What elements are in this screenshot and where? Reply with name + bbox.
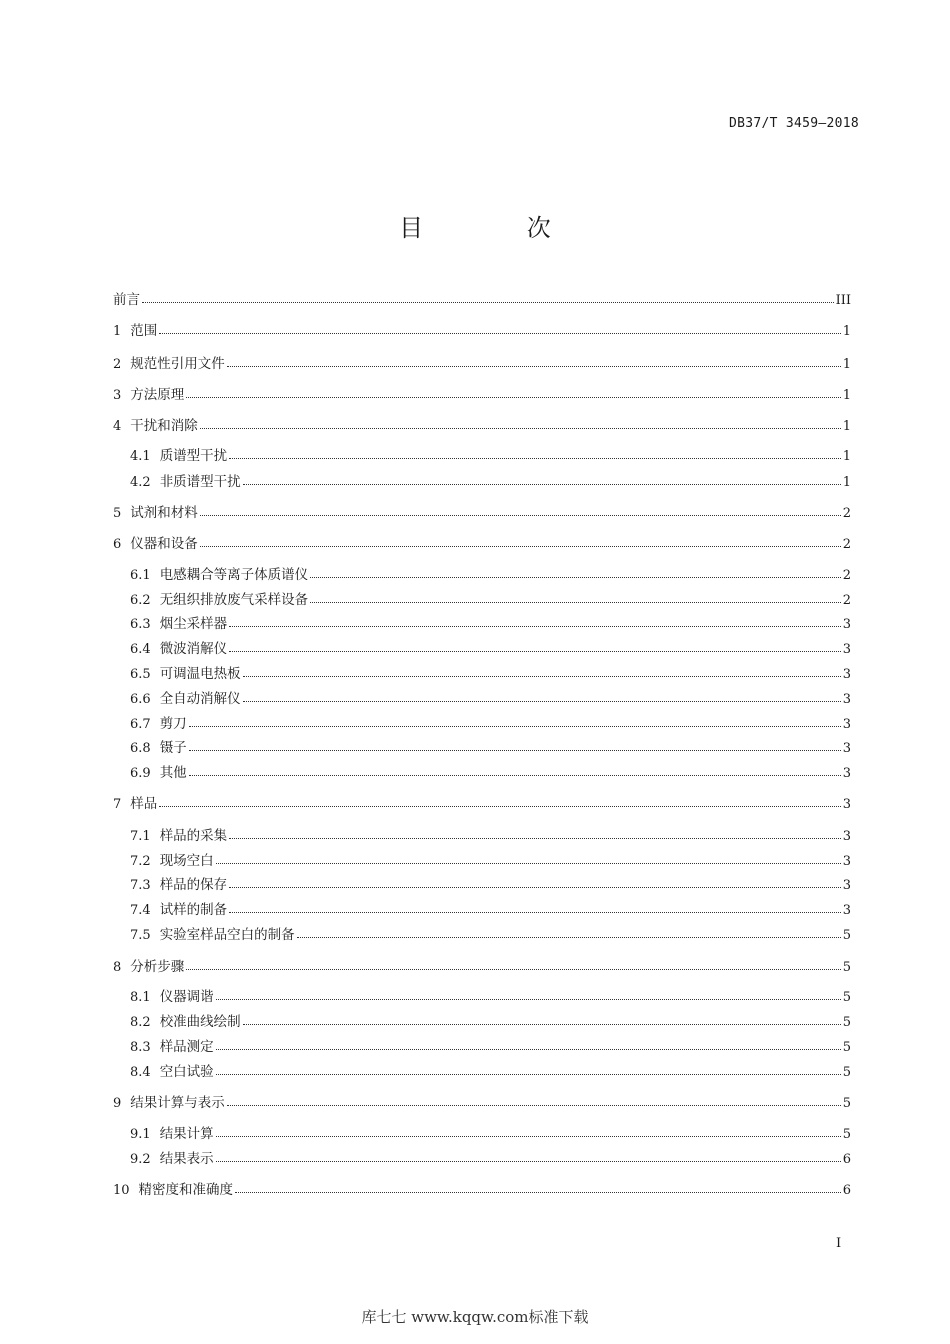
toc-entry[interactable] bbox=[130, 710, 851, 732]
toc-entry[interactable] bbox=[113, 381, 851, 403]
toc-dot-leader bbox=[227, 1105, 841, 1106]
toc-dot-leader bbox=[216, 999, 841, 1000]
toc-entry-number: 10 bbox=[113, 1183, 130, 1198]
toc-entry-label: 前言 bbox=[113, 292, 140, 308]
toc-entry[interactable] bbox=[130, 1145, 851, 1167]
toc-entry-page: 2 bbox=[842, 593, 851, 608]
toc-title: 目 次 bbox=[399, 214, 599, 242]
toc-entry[interactable] bbox=[130, 685, 851, 707]
toc-entry[interactable] bbox=[130, 1058, 851, 1080]
toc-entry-label: 现场空白 bbox=[159, 853, 214, 869]
toc-entry[interactable] bbox=[130, 1008, 851, 1030]
toc-entry-page: 3 bbox=[842, 829, 851, 844]
toc-entry-label: 质谱型干扰 bbox=[159, 448, 228, 464]
toc-entry-label: 空白试验 bbox=[159, 1064, 214, 1080]
toc-entry[interactable] bbox=[130, 635, 851, 657]
toc-entry-page: 5 bbox=[842, 1127, 851, 1142]
toc-entry-number: 4.2 bbox=[130, 475, 151, 490]
toc-entry-label: 干扰和消除 bbox=[130, 418, 198, 434]
toc-entry-page: 3 bbox=[842, 692, 851, 707]
toc-entry-number: 4 bbox=[113, 419, 122, 434]
toc-entry-number: 8.4 bbox=[130, 1065, 151, 1080]
toc-entry-label: 试剂和材料 bbox=[130, 505, 198, 521]
toc-entry-number: 7.2 bbox=[130, 854, 151, 869]
toc-entry-page: 1 bbox=[842, 388, 851, 403]
toc-entry[interactable] bbox=[130, 468, 851, 490]
toc-dot-leader bbox=[200, 515, 841, 516]
toc-dot-leader bbox=[189, 775, 841, 776]
toc-entry-label: 规范性引用文件 bbox=[130, 356, 225, 372]
toc-entry-page: 6 bbox=[842, 1183, 851, 1198]
toc-entry[interactable] bbox=[130, 847, 851, 869]
toc-entry-label: 试样的制备 bbox=[159, 902, 228, 918]
toc-entry[interactable] bbox=[113, 499, 851, 521]
toc-entry-number: 7.5 bbox=[130, 928, 151, 943]
toc-entry[interactable] bbox=[130, 660, 851, 682]
toc-dot-leader bbox=[310, 602, 841, 603]
toc-dot-leader bbox=[229, 912, 841, 913]
toc-entry-number: 6.2 bbox=[130, 593, 151, 608]
toc-dot-leader bbox=[216, 1161, 841, 1162]
toc-entry-number: 6.6 bbox=[130, 692, 151, 707]
toc-entry-page: 3 bbox=[842, 667, 851, 682]
toc-entry-label: 仪器调谐 bbox=[159, 989, 214, 1005]
toc-entry-label: 样品测定 bbox=[159, 1039, 214, 1055]
toc-entry-number: 7.3 bbox=[130, 878, 151, 893]
document-code: DB37/T 3459—2018 bbox=[728, 116, 859, 131]
toc-entry-number: 6.3 bbox=[130, 617, 151, 632]
toc-dot-leader bbox=[243, 701, 841, 702]
toc-entry-label: 全自动消解仪 bbox=[159, 691, 241, 707]
toc-dot-leader bbox=[243, 484, 841, 485]
toc-dot-leader bbox=[297, 937, 841, 938]
toc-entry-page: 1 bbox=[842, 475, 851, 490]
toc-entry-page: 3 bbox=[842, 854, 851, 869]
toc-entry-number: 9.2 bbox=[130, 1152, 151, 1167]
toc-dot-leader bbox=[310, 577, 841, 578]
toc-entry-page: 1 bbox=[842, 324, 851, 339]
toc-entry-label: 电感耦合等离子体质谱仪 bbox=[159, 567, 309, 583]
toc-entry-page: 3 bbox=[842, 717, 851, 732]
toc-entry-page: 3 bbox=[842, 797, 851, 812]
toc-entry-number: 6.5 bbox=[130, 667, 151, 682]
toc-dot-leader bbox=[216, 1074, 841, 1075]
toc-entry-label: 方法原理 bbox=[130, 387, 185, 403]
toc-entry-page: 1 bbox=[842, 357, 851, 372]
toc-entry[interactable] bbox=[130, 442, 851, 464]
toc-entry-label: 样品的保存 bbox=[159, 877, 228, 893]
toc-dot-leader bbox=[159, 333, 840, 334]
toc-entry[interactable] bbox=[130, 561, 851, 583]
toc-entry-page: 5 bbox=[842, 928, 851, 943]
page-number: I bbox=[836, 1236, 842, 1251]
toc-dot-leader bbox=[229, 458, 841, 459]
toc-entry[interactable] bbox=[130, 822, 851, 844]
toc-entry-label: 范围 bbox=[130, 323, 158, 339]
toc-entry[interactable] bbox=[113, 1089, 851, 1111]
toc-entry-label: 其他 bbox=[159, 765, 187, 781]
toc-entry[interactable] bbox=[130, 896, 851, 918]
toc-dot-leader bbox=[235, 1192, 841, 1193]
toc-dot-leader bbox=[142, 302, 834, 303]
toc-entry[interactable] bbox=[130, 1120, 851, 1142]
toc-entry-label: 仪器和设备 bbox=[130, 536, 198, 552]
toc-entry-label: 非质谱型干扰 bbox=[159, 474, 241, 490]
toc-entry[interactable] bbox=[130, 759, 851, 781]
toc-dot-leader bbox=[216, 1049, 841, 1050]
toc-dot-leader bbox=[189, 750, 841, 751]
toc-entry[interactable] bbox=[113, 1176, 851, 1198]
toc-entry-label: 实验室样品空白的制备 bbox=[159, 927, 295, 943]
toc-entry-number: 6.7 bbox=[130, 717, 151, 732]
toc-entry-label: 结果计算 bbox=[159, 1126, 214, 1142]
toc-entry-number: 8 bbox=[113, 960, 122, 975]
toc-entry[interactable] bbox=[113, 286, 851, 308]
toc-dot-leader bbox=[200, 546, 841, 547]
toc-entry[interactable] bbox=[130, 921, 851, 943]
toc-entry[interactable] bbox=[130, 983, 851, 1005]
toc-entry[interactable] bbox=[130, 610, 851, 632]
toc-entry-page: 6 bbox=[842, 1152, 851, 1167]
toc-dot-leader bbox=[159, 806, 840, 807]
footer-watermark-text: 库七七 www.kqqw.com标准下载 bbox=[361, 1308, 589, 1326]
toc-dot-leader bbox=[189, 726, 841, 727]
toc-entry-number: 9.1 bbox=[130, 1127, 151, 1142]
toc-dot-leader bbox=[229, 887, 841, 888]
toc-entry-number: 2 bbox=[113, 357, 122, 372]
toc-entry-page: 3 bbox=[842, 617, 851, 632]
toc-dot-leader bbox=[186, 397, 840, 398]
toc-entry-page: 3 bbox=[842, 878, 851, 893]
toc-entry-label: 精密度和准确度 bbox=[138, 1182, 234, 1198]
toc-entry-number: 3 bbox=[113, 388, 122, 403]
toc-dot-leader bbox=[216, 863, 841, 864]
toc-entry-page: 2 bbox=[842, 506, 851, 521]
toc-entry-number: 5 bbox=[113, 506, 122, 521]
toc-entry-number: 6.9 bbox=[130, 766, 151, 781]
toc-entry-number: 1 bbox=[113, 324, 122, 339]
toc-entry-page: 5 bbox=[842, 1040, 851, 1055]
toc-entry-label: 镊子 bbox=[159, 740, 187, 756]
toc-entry-page: III bbox=[835, 293, 851, 308]
toc-dot-leader bbox=[229, 626, 841, 627]
toc-entry-number: 7.1 bbox=[130, 829, 151, 844]
toc-entry-number: 9 bbox=[113, 1096, 122, 1111]
toc-entry-page: 1 bbox=[842, 419, 851, 434]
toc-entry-page: 3 bbox=[842, 642, 851, 657]
toc-entry[interactable] bbox=[113, 317, 851, 339]
toc-entry-page: 5 bbox=[842, 990, 851, 1005]
toc-entry[interactable] bbox=[113, 412, 851, 434]
toc-entry-page: 1 bbox=[842, 449, 851, 464]
toc-dot-leader bbox=[216, 1136, 841, 1137]
toc-entry-page: 3 bbox=[842, 741, 851, 756]
toc-entry-page: 5 bbox=[842, 1065, 851, 1080]
toc-entry-number: 6.1 bbox=[130, 568, 151, 583]
toc-entry-page: 5 bbox=[842, 1015, 851, 1030]
toc-entry[interactable] bbox=[130, 586, 851, 608]
toc-entry-label: 校准曲线绘制 bbox=[159, 1014, 241, 1030]
toc-entry-label: 烟尘采样器 bbox=[159, 616, 228, 632]
toc-entry-page: 5 bbox=[842, 1096, 851, 1111]
toc-dot-leader bbox=[243, 676, 841, 677]
toc-entry-label: 样品 bbox=[130, 796, 158, 812]
toc-entry[interactable] bbox=[130, 871, 851, 893]
toc-dot-leader bbox=[229, 651, 841, 652]
toc-entry-label: 微波消解仪 bbox=[159, 641, 228, 657]
toc-entry-number: 6.4 bbox=[130, 642, 151, 657]
toc-entry-number: 8.2 bbox=[130, 1015, 151, 1030]
toc-entry-page: 2 bbox=[842, 537, 851, 552]
toc-entry-label: 结果计算与表示 bbox=[130, 1095, 225, 1111]
toc-entry-label: 结果表示 bbox=[159, 1151, 214, 1167]
toc-entry[interactable] bbox=[130, 1033, 851, 1055]
toc-entry-page: 5 bbox=[842, 960, 851, 975]
toc-entry[interactable] bbox=[113, 953, 851, 975]
toc-entry-label: 样品的采集 bbox=[159, 828, 228, 844]
toc-entry-number: 8.3 bbox=[130, 1040, 151, 1055]
toc-entry-label: 分析步骤 bbox=[130, 959, 185, 975]
toc-entry-number: 4.1 bbox=[130, 449, 151, 464]
toc-entry-number: 7 bbox=[113, 797, 122, 812]
toc-entry-number: 7.4 bbox=[130, 903, 151, 918]
toc-entry-number: 6 bbox=[113, 537, 122, 552]
toc-entry-number: 6.8 bbox=[130, 741, 151, 756]
toc-entry[interactable] bbox=[113, 350, 851, 372]
toc-entry-label: 可调温电热板 bbox=[159, 666, 241, 682]
toc-entry[interactable] bbox=[113, 530, 851, 552]
toc-entry-page: 2 bbox=[842, 568, 851, 583]
toc-entry-number: 8.1 bbox=[130, 990, 151, 1005]
toc-dot-leader bbox=[186, 969, 840, 970]
toc-entry-page: 3 bbox=[842, 766, 851, 781]
toc-entry-label: 无组织排放废气采样设备 bbox=[159, 592, 309, 608]
toc-dot-leader bbox=[229, 838, 841, 839]
toc-entry[interactable] bbox=[113, 790, 851, 812]
toc-entry[interactable] bbox=[130, 734, 851, 756]
toc-entry-page: 3 bbox=[842, 903, 851, 918]
toc-dot-leader bbox=[227, 366, 841, 367]
toc-entry-label: 剪刀 bbox=[159, 716, 187, 732]
toc-dot-leader bbox=[243, 1024, 841, 1025]
toc-dot-leader bbox=[200, 428, 841, 429]
